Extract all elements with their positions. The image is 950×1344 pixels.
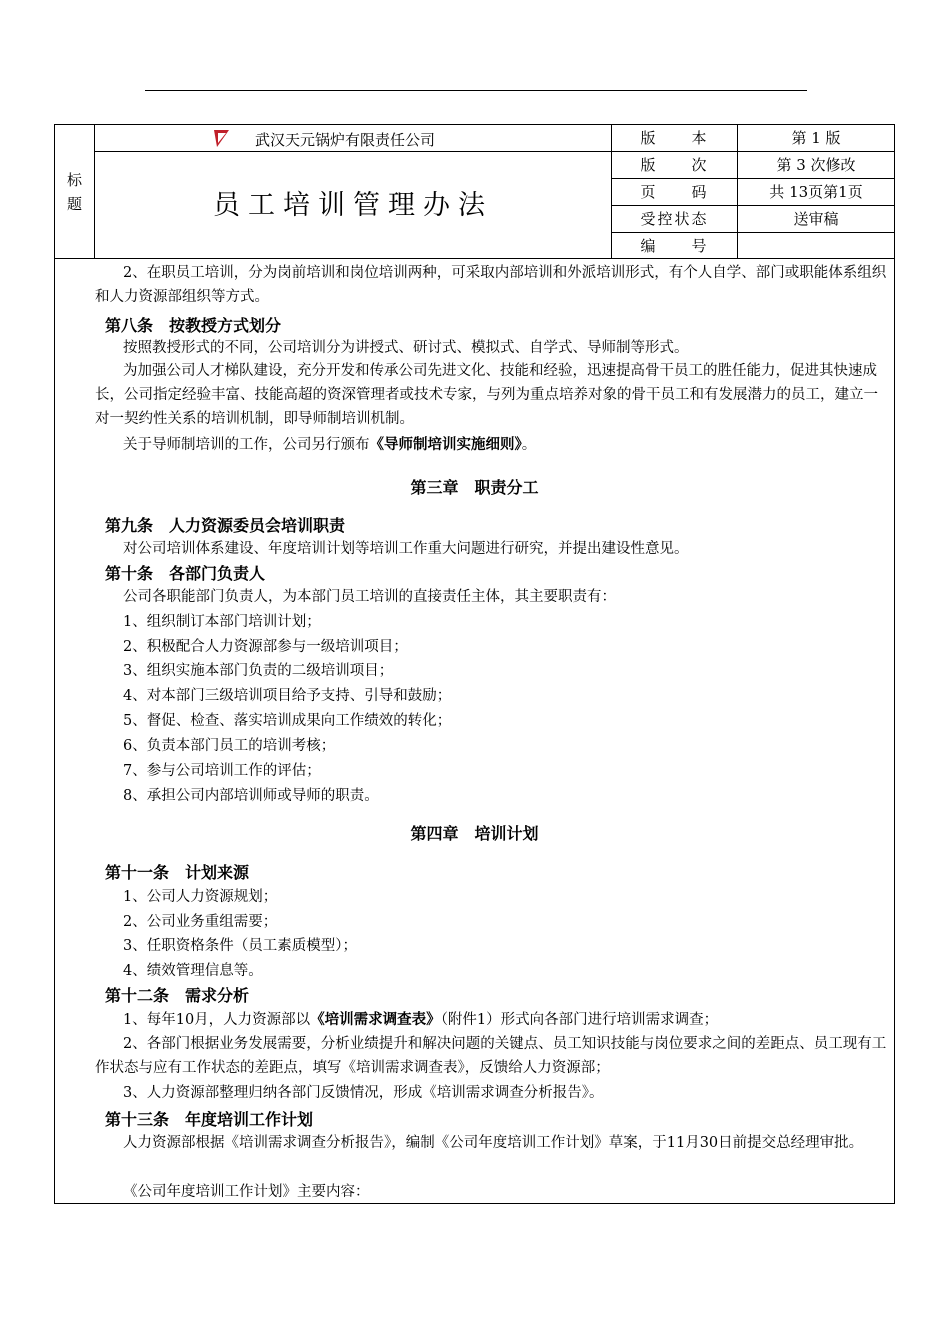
- article-heading: 第十三条 年度培训工作计划: [105, 1110, 314, 1129]
- text: 。: [521, 437, 537, 453]
- list-item: 8、承担公司内部培训师或导师的职责。: [123, 788, 379, 804]
- text: 1、每年10月，人力资源部以: [123, 1012, 311, 1028]
- info-key: 版 本: [612, 125, 738, 151]
- paragraph: 按照教授形式的不同，公司培训分为讲授式、研讨式、模拟式、自学式、导师制等形式。: [123, 340, 689, 356]
- paragraph: 2、各部门根据业务发展需要，分析业绩提升和解决问题的关键点、员工知识技能与岗位要求之间的差距点、员工现有工作状态与应有工作状态的差距点，填写《培训需求调查表》，反馈给人力资源部；: [95, 1036, 887, 1076]
- info-value: 共 13页第1页: [769, 183, 863, 201]
- info-row-status: [612, 206, 894, 233]
- list-item: 3、组织实施本部门负责的二级培训项目；: [123, 663, 394, 679]
- document-frame: [54, 124, 895, 1204]
- list-item: 5、督促、检查、落实培训成果向工作绩效的转化；: [123, 713, 452, 729]
- list-item: 2、公司业务重组需要；: [123, 914, 278, 930]
- article-heading: 第十条 各部门负责人: [105, 564, 266, 583]
- paragraph: 3、人力资源部整理归纳各部门反馈情况，形成《培训需求调查分析报告》。: [123, 1085, 604, 1101]
- paragraph: [95, 1008, 891, 1032]
- info-row-version: [612, 125, 894, 152]
- list-item: 3、任职资格条件（员工素质模型）；: [123, 938, 357, 954]
- article-heading: 第九条 人力资源委员会培训职责: [105, 516, 346, 535]
- list-item: 7、参与公司培训工作的评估；: [123, 763, 321, 779]
- label-text: 标题: [66, 170, 82, 213]
- article-heading: 第八条 按教授方式划分: [105, 316, 282, 335]
- info-row-revision: [612, 152, 894, 179]
- emphasis-text: 《导师制培训实施细则》: [369, 437, 522, 453]
- article-heading: 第十一条 计划来源: [105, 863, 250, 882]
- list-item: 4、对本部门三级培训项目给予支持、引导和鼓励；: [123, 688, 452, 704]
- paragraph: 为加强公司人才梯队建设，充分开发和传承公司先进文化、技能和经验，迅速提高骨干员工的胜任能力，促进其快速成长，公司指定经验丰富、技能高超的资深管理者或技术专家，与列为重点培养对象的骨干员工和有发展潜力的员工，建立一对一契约性关系的培训机制，即导师制培训机制。: [95, 363, 878, 427]
- paragraph: 公司各职能部门负责人，为本部门员工培训的直接责任主体，其主要职责有：: [123, 589, 616, 605]
- info-row-number: [612, 233, 894, 259]
- article-heading: 第十二条 需求分析: [105, 986, 250, 1005]
- list-item: 1、组织制订本部门培训计划；: [123, 614, 321, 630]
- document-header: [55, 125, 894, 259]
- info-value: 第 1 版: [791, 129, 841, 147]
- list-item: 4、绩效管理信息等。: [123, 963, 263, 979]
- info-value: 送审稿: [793, 210, 839, 228]
- company-name: 武汉天元锅炉有限责任公司: [255, 131, 436, 149]
- paragraph: [95, 433, 891, 457]
- company-row: [95, 125, 611, 152]
- info-key: 页 码: [612, 179, 738, 205]
- paragraph: 对公司培训体系建设、年度培训计划等培训工作重大问题进行研究，并提出建设性意见。: [123, 541, 689, 557]
- chapter-heading: 第三章 职责分工: [410, 478, 539, 497]
- paragraph: 人力资源部根据《培训需求调查分析报告》，编制《公司年度培训工作计划》草案，于11月30日前提交总经理审批。: [123, 1135, 864, 1151]
- label-column: [55, 125, 95, 258]
- list-item: 1、公司人力资源规划；: [123, 889, 278, 905]
- list-item: 6、负责本部门员工的培训考核；: [123, 738, 336, 754]
- chapter-heading: 第四章 培训计划: [410, 824, 539, 843]
- emphasis-text: 《培训需求调查表》: [310, 1012, 441, 1028]
- info-row-page: [612, 179, 894, 206]
- document-title: 员工培训管理办法: [213, 190, 493, 221]
- top-rule: [145, 90, 807, 91]
- info-key: 编 号: [612, 233, 738, 259]
- company-logo-icon: [211, 128, 231, 148]
- text: （附件1）形式向各部门进行培训需求调查；: [440, 1012, 719, 1028]
- text: 关于导师制培训的工作，公司另行颁布: [123, 437, 370, 453]
- paragraph: 2、在职员工培训，分为岗前培训和岗位培训两种，可采取内部培训和外派培训形式，有个人自学、部门或职能体系组织和人力资源部组织等方式。: [95, 265, 887, 305]
- title-column: [95, 125, 612, 258]
- info-value: [738, 233, 894, 259]
- list-item: 2、积极配合人力资源部参与一级培训项目；: [123, 639, 408, 655]
- paragraph: 《公司年度培训工作计划》主要内容：: [123, 1184, 370, 1200]
- info-key: 版 次: [612, 152, 738, 178]
- info-value: 第 3 次修改: [776, 156, 856, 174]
- info-key: 受控状态: [612, 206, 738, 232]
